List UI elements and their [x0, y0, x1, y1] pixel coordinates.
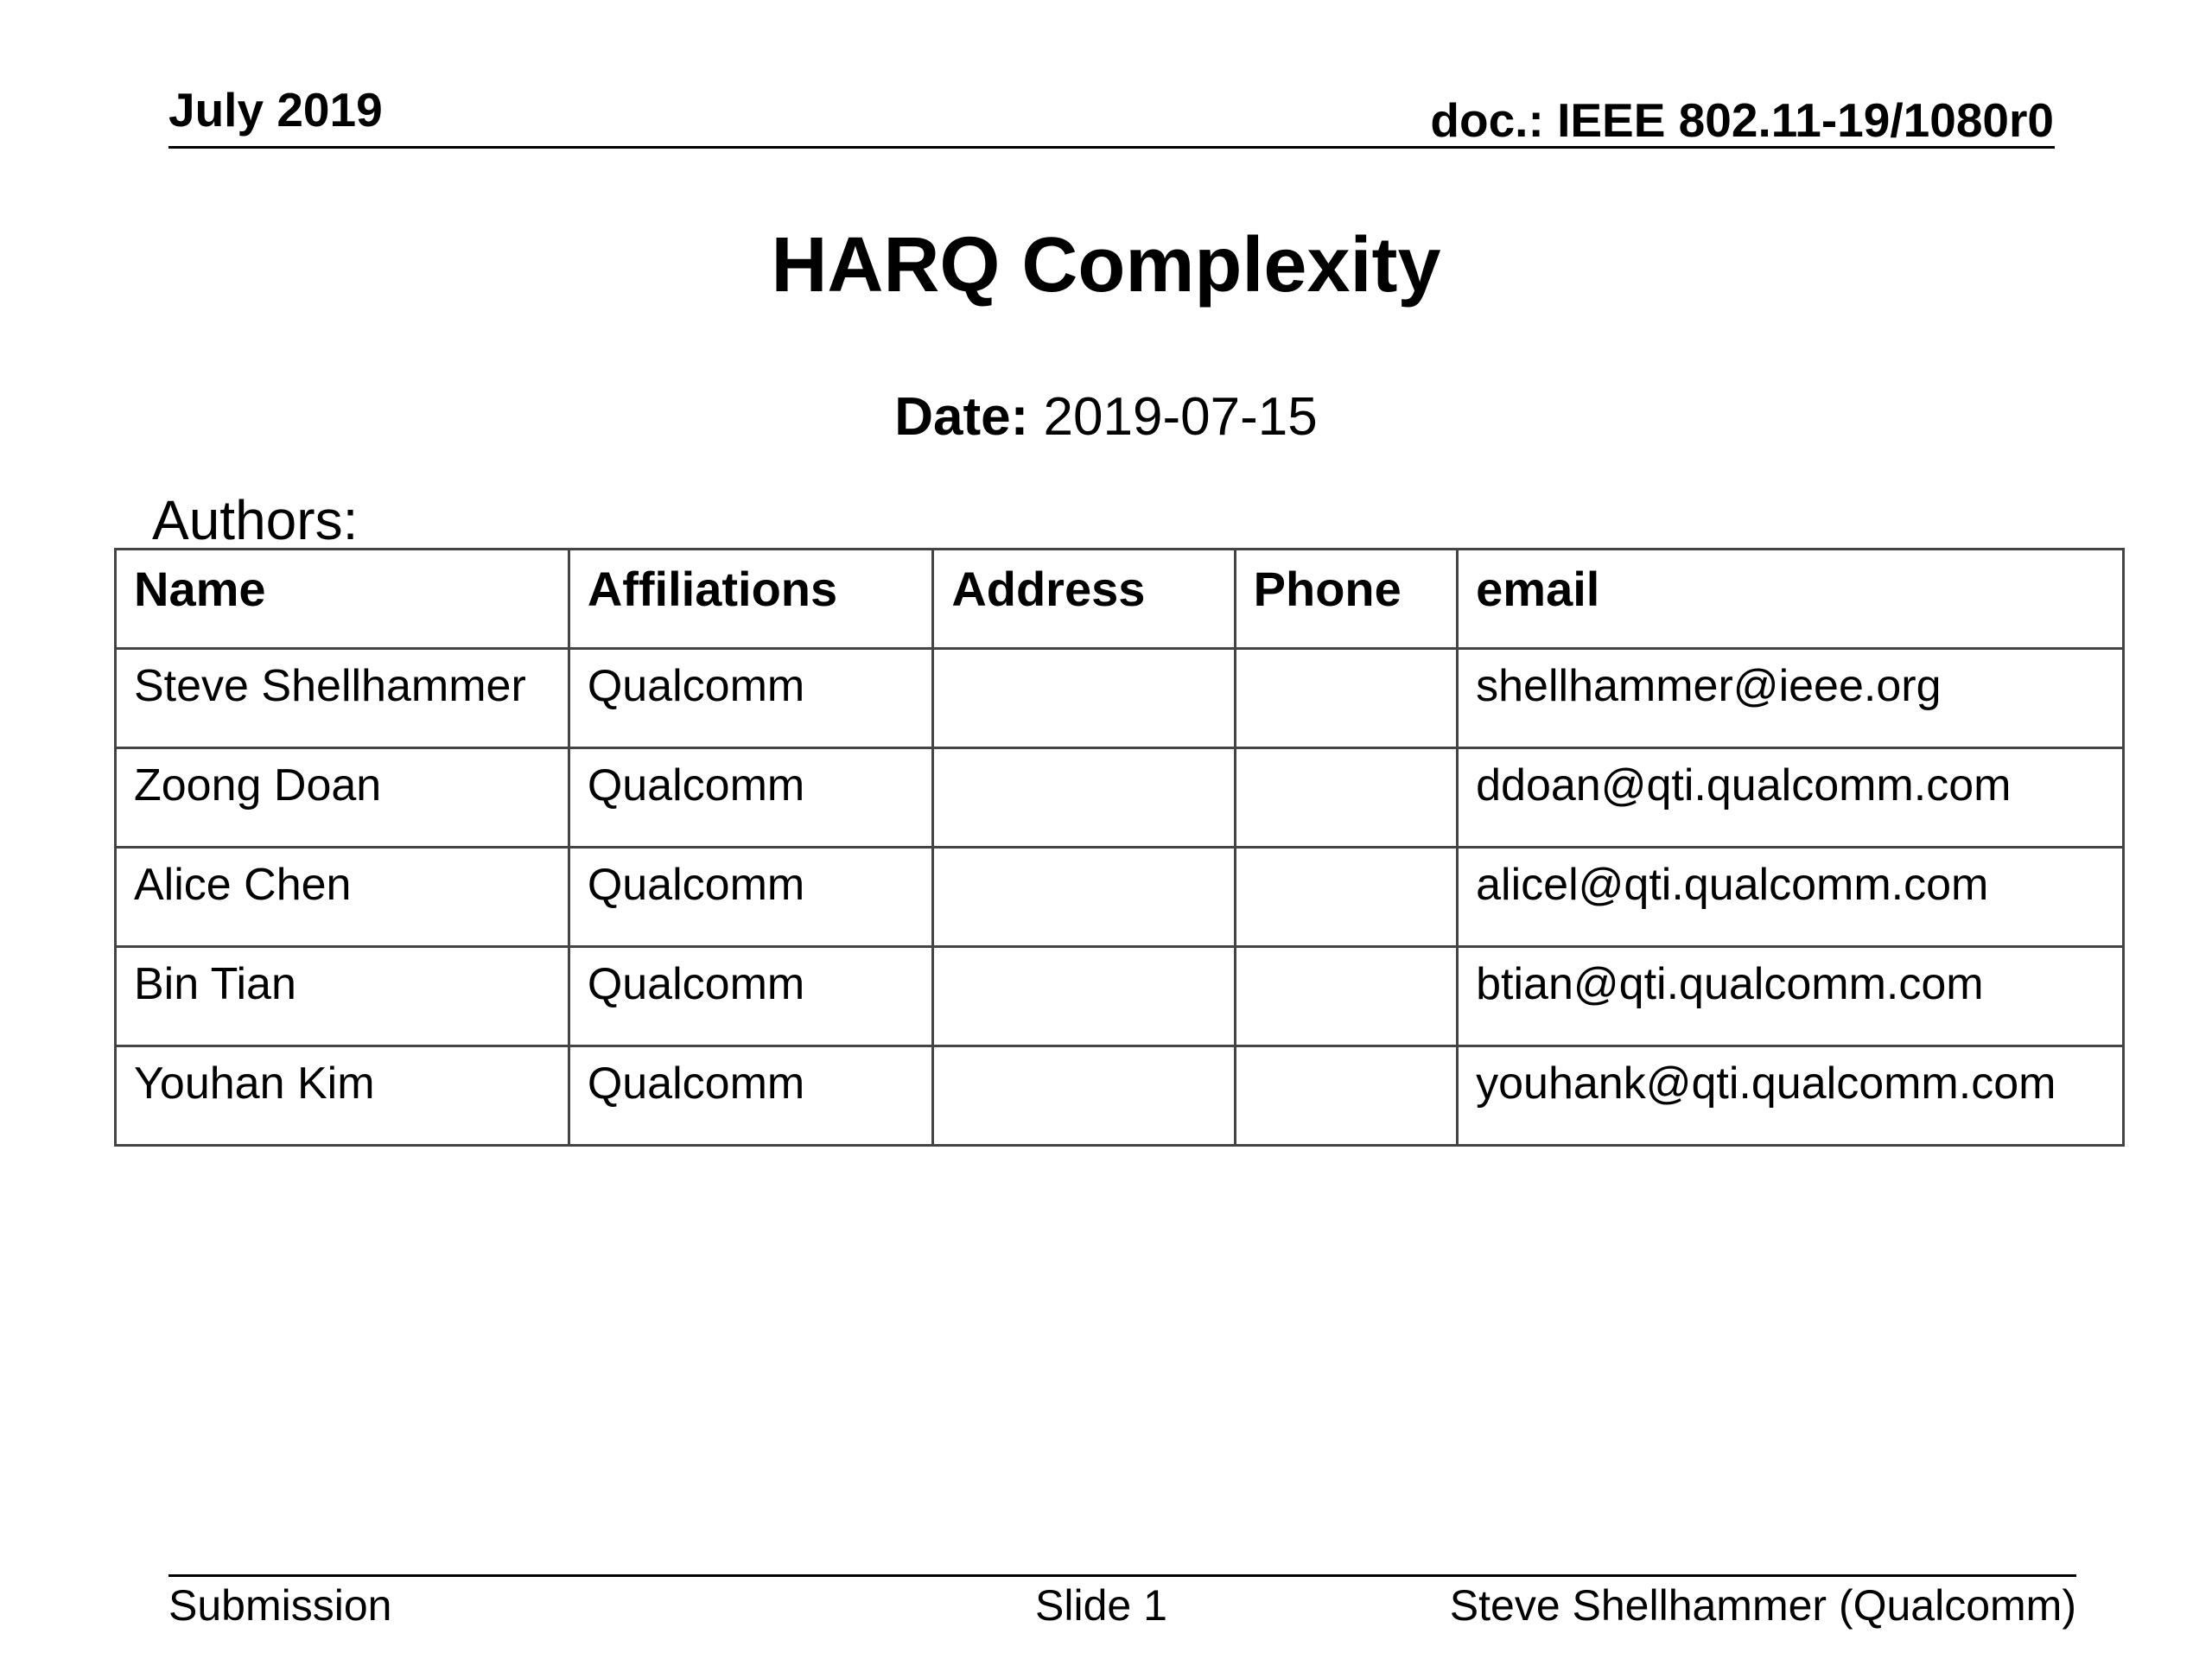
- authors-table: [114, 548, 2125, 1147]
- page-title: HARQ Complexity: [771, 222, 1441, 308]
- table-row: [116, 1046, 2124, 1146]
- cell-email: shellhammer@ieee.org: [1458, 649, 2124, 748]
- table-header-row: [116, 550, 2124, 649]
- cell-email: ddoan@qti.qualcomm.com: [1458, 748, 2124, 848]
- date-line: [0, 387, 2212, 447]
- cell-address: [933, 1046, 1235, 1146]
- cell-name: Youhan Kim: [116, 1046, 569, 1146]
- column-header-phone: Phone: [1235, 550, 1457, 649]
- cell-name: Zoong Doan: [116, 748, 569, 848]
- footer-slide-number: Slide 1: [1035, 1581, 1167, 1630]
- date-value: 2019-07-15: [1043, 387, 1318, 447]
- column-header-address: Address: [933, 550, 1235, 649]
- cell-name: Steve Shellhammer: [116, 649, 569, 748]
- header-doc-id: doc.: IEEE 802.11-19/1080r0: [1430, 93, 2054, 147]
- cell-phone: [1235, 1046, 1457, 1146]
- header-date: July 2019: [168, 83, 383, 137]
- cell-name: Bin Tian: [116, 947, 569, 1046]
- header-divider: [168, 146, 2055, 149]
- cell-email: youhank@qti.qualcomm.com: [1458, 1046, 2124, 1146]
- cell-phone: [1235, 649, 1457, 748]
- cell-affiliation: Qualcomm: [569, 649, 933, 748]
- footer-author: Steve Shellhammer (Qualcomm): [1449, 1581, 2076, 1630]
- cell-address: [933, 848, 1235, 947]
- column-header-affiliations: Affiliations: [569, 550, 933, 649]
- cell-affiliation: Qualcomm: [569, 848, 933, 947]
- table-row: [116, 947, 2124, 1046]
- table-row: [116, 848, 2124, 947]
- authors-label: Authors:: [152, 489, 359, 551]
- column-header-email: email: [1458, 550, 2124, 649]
- cell-phone: [1235, 947, 1457, 1046]
- cell-phone: [1235, 748, 1457, 848]
- table-row: [116, 649, 2124, 748]
- cell-address: [933, 748, 1235, 848]
- column-header-name: Name: [116, 550, 569, 649]
- cell-phone: [1235, 848, 1457, 947]
- cell-affiliation: Qualcomm: [569, 748, 933, 848]
- footer-submission: Submission: [168, 1581, 392, 1630]
- cell-address: [933, 649, 1235, 748]
- cell-email: btian@qti.qualcomm.com: [1458, 947, 2124, 1046]
- date-label: Date:: [894, 387, 1029, 447]
- cell-affiliation: Qualcomm: [569, 1046, 933, 1146]
- table-row: [116, 748, 2124, 848]
- footer-divider: [168, 1574, 2076, 1577]
- cell-email: alicel@qti.qualcomm.com: [1458, 848, 2124, 947]
- cell-address: [933, 947, 1235, 1046]
- cell-affiliation: Qualcomm: [569, 947, 933, 1046]
- cell-name: Alice Chen: [116, 848, 569, 947]
